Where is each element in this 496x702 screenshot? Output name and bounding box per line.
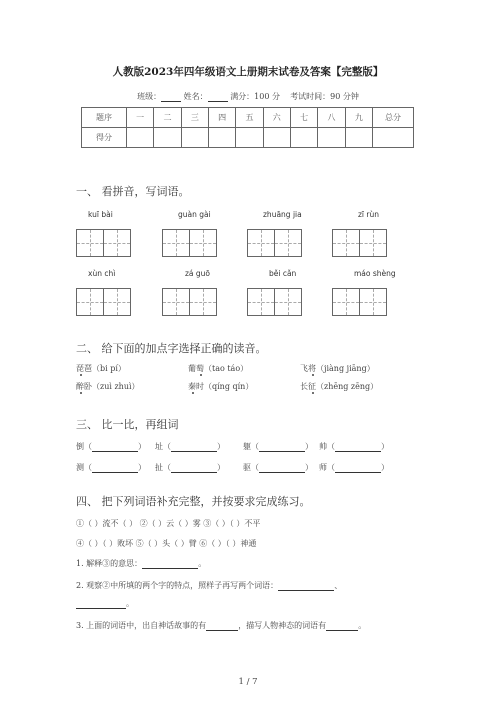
paren-close: ）	[305, 442, 313, 451]
word-char: 飞	[300, 364, 308, 373]
answer-blank[interactable]	[92, 442, 138, 452]
answer-blank[interactable]	[171, 463, 217, 473]
grid-cell[interactable]	[103, 288, 131, 316]
grid-cell[interactable]	[162, 229, 190, 257]
grid-cell[interactable]	[359, 288, 387, 316]
full-score: 满分：100 分	[230, 92, 280, 101]
score-header-cell: 八	[318, 108, 345, 128]
word-char: 长	[300, 382, 308, 391]
reading-choice[interactable]	[188, 363, 248, 374]
score-cell[interactable]	[345, 128, 372, 148]
score-table	[81, 107, 414, 148]
paren-close: ）	[381, 463, 389, 472]
reading-options: （zuì zhuì）	[92, 382, 140, 391]
writing-grid[interactable]	[332, 229, 386, 257]
score-table-header-row	[82, 108, 414, 128]
pinyin-label: zhuāng jia	[263, 210, 302, 219]
word-char: 葡	[188, 364, 196, 373]
score-header-cell: 九	[345, 108, 372, 128]
grid-cell[interactable]	[247, 229, 275, 257]
compare-char: 倒（	[76, 442, 92, 451]
score-cell[interactable]	[236, 128, 263, 148]
answer-blank[interactable]	[335, 463, 381, 473]
score-table-score-row	[82, 128, 414, 148]
question-2	[76, 580, 342, 591]
section3-heading: 三、 比一比，再组词	[76, 418, 179, 431]
pinyin-label: máo shèng	[354, 269, 396, 278]
compare-item[interactable]	[76, 462, 146, 473]
score-header-cell: 二	[154, 108, 181, 128]
question-3	[76, 620, 366, 631]
writing-grid[interactable]	[332, 288, 386, 316]
name-blank[interactable]	[208, 92, 228, 102]
reading-options: （zhēng zēng）	[316, 382, 379, 391]
paren-close: ）	[138, 463, 146, 472]
class-blank[interactable]	[161, 92, 181, 102]
paren-close: ）	[217, 463, 225, 472]
compare-char: 扯（	[155, 463, 171, 472]
page-number: 1 / 7	[238, 677, 258, 687]
pinyin-label: xùn chì	[88, 269, 116, 278]
question-2-continued	[76, 598, 134, 609]
answer-blank[interactable]	[171, 442, 217, 452]
punct: 。	[358, 621, 367, 630]
word-char: 琶	[84, 364, 92, 373]
grid-cell[interactable]	[162, 288, 190, 316]
answer-blank[interactable]	[76, 599, 126, 609]
reading-choice[interactable]	[300, 363, 375, 374]
section1-heading: 一、 看拼音，写词语。	[76, 185, 190, 198]
idiom-row-2[interactable]: ④（ ）（ ）败坏 ⑤（ ）头（ ）臂 ⑥（ ）（ ）神通	[76, 539, 257, 548]
compare-item[interactable]	[319, 441, 389, 452]
score-row-label: 得分	[82, 128, 127, 148]
compare-item[interactable]	[319, 462, 389, 473]
student-info-line	[0, 91, 496, 102]
paren-close: ）	[217, 442, 225, 451]
section4-heading: 四、 把下列词语补充完整，并按要求完成练习。	[76, 495, 311, 508]
pinyin-label: guàn gài	[178, 210, 211, 219]
dotted-char: 醉	[76, 382, 84, 391]
answer-blank[interactable]	[206, 621, 238, 631]
compare-item[interactable]	[243, 441, 313, 452]
grid-cell[interactable]	[189, 288, 217, 316]
score-header-cell: 三	[181, 108, 208, 128]
paren-close: ）	[305, 463, 313, 472]
score-header-cell: 总分	[373, 108, 414, 128]
answer-blank[interactable]	[142, 559, 198, 569]
grid-cell[interactable]	[332, 229, 360, 257]
section2-heading: 二、 给下面的加点字选择正确的读音。	[76, 342, 267, 355]
dotted-char: 琵	[76, 364, 84, 373]
compare-char: 驱（	[243, 463, 259, 472]
reading-options: （qíng qín）	[204, 382, 254, 391]
answer-blank[interactable]	[259, 463, 305, 473]
dotted-char: 将	[308, 364, 316, 373]
reading-choice[interactable]	[76, 363, 126, 374]
writing-grid[interactable]	[76, 229, 130, 257]
grid-cell[interactable]	[274, 288, 302, 316]
question-3-text: 3. 上面的词语中，出自神话故事的有	[76, 621, 207, 630]
grid-cell[interactable]	[76, 229, 104, 257]
page-title: 人教版2023年四年级语文上册期末试卷及答案【完整版】	[112, 66, 384, 78]
grid-cell[interactable]	[189, 229, 217, 257]
grid-cell[interactable]	[247, 288, 275, 316]
writing-grid[interactable]	[162, 229, 216, 257]
answer-blank[interactable]	[259, 442, 305, 452]
reading-choice[interactable]	[188, 381, 253, 392]
writing-grid[interactable]	[162, 288, 216, 316]
grid-cell[interactable]	[274, 229, 302, 257]
compare-item[interactable]	[243, 462, 313, 473]
score-cell[interactable]	[208, 128, 235, 148]
paren-close: ）	[381, 442, 389, 451]
dotted-char: 秦	[188, 382, 196, 391]
reading-options: （jiàng jiāng）	[316, 364, 375, 373]
name-label: 姓名：	[183, 92, 208, 101]
reading-options: （tao táo）	[204, 364, 249, 373]
score-header-cell: 一	[127, 108, 154, 128]
compare-item[interactable]	[76, 441, 146, 452]
compare-char: 师（	[319, 463, 335, 472]
score-header-cell: 四	[208, 108, 235, 128]
punct: 。	[198, 559, 207, 568]
question-1-text: 1. 解释③的意思：	[76, 559, 143, 568]
writing-grid[interactable]	[247, 288, 301, 316]
question-1	[76, 558, 206, 569]
score-header-cell: 题序	[82, 108, 127, 128]
compare-char: 帅（	[319, 442, 335, 451]
score-header-cell: 六	[263, 108, 290, 128]
score-cell[interactable]	[154, 128, 181, 148]
answer-blank[interactable]	[335, 442, 381, 452]
word-char: 时	[196, 382, 204, 391]
dotted-char: 征	[308, 382, 316, 391]
score-cell[interactable]	[181, 128, 208, 148]
grid-cell[interactable]	[359, 229, 387, 257]
score-cell[interactable]	[373, 128, 414, 148]
score-cell[interactable]	[290, 128, 317, 148]
pinyin-label: zī rùn	[358, 210, 379, 219]
reading-choice[interactable]	[300, 381, 378, 392]
grid-cell[interactable]	[76, 288, 104, 316]
dotted-char: 萄	[196, 364, 204, 373]
grid-cell[interactable]	[332, 288, 360, 316]
score-header-cell: 五	[236, 108, 263, 128]
pinyin-label: běi cǎn	[269, 269, 297, 278]
class-label: 班级：	[137, 92, 162, 101]
compare-item[interactable]	[155, 441, 225, 452]
compare-char: 测（	[76, 463, 92, 472]
punct: 。	[126, 599, 134, 608]
writing-grid[interactable]	[76, 288, 130, 316]
answer-blank[interactable]	[326, 621, 358, 631]
question-3-text: ，描写人物神态的词语有	[238, 621, 327, 630]
idiom-row-1[interactable]: ①（ ）流不（ ） ②（ ）云（ ）雾 ③（ ）（ ）不平	[76, 519, 261, 528]
word-char: 卧	[84, 382, 92, 391]
score-cell[interactable]	[127, 128, 154, 148]
grid-cell[interactable]	[103, 229, 131, 257]
exam-time: 考试时间：90 分钟	[290, 92, 359, 101]
question-2-text: 2. 观察②中所填的两个字的特点，照样子再写两个词语：	[76, 581, 279, 590]
compare-item[interactable]	[155, 462, 225, 473]
reading-options: （bi pí）	[92, 364, 126, 373]
score-cell[interactable]	[318, 128, 345, 148]
score-header-cell: 七	[290, 108, 317, 128]
pinyin-label: zá guō	[185, 269, 211, 278]
answer-blank[interactable]	[278, 581, 334, 591]
pinyin-label: kuī bài	[88, 210, 113, 219]
score-cell[interactable]	[263, 128, 290, 148]
punct: 、	[334, 581, 343, 590]
paren-close: ）	[138, 442, 146, 451]
answer-blank[interactable]	[92, 463, 138, 473]
writing-grid[interactable]	[247, 229, 301, 257]
compare-char: 躯（	[243, 442, 259, 451]
compare-char: 址（	[155, 442, 171, 451]
reading-choice[interactable]	[76, 381, 140, 392]
